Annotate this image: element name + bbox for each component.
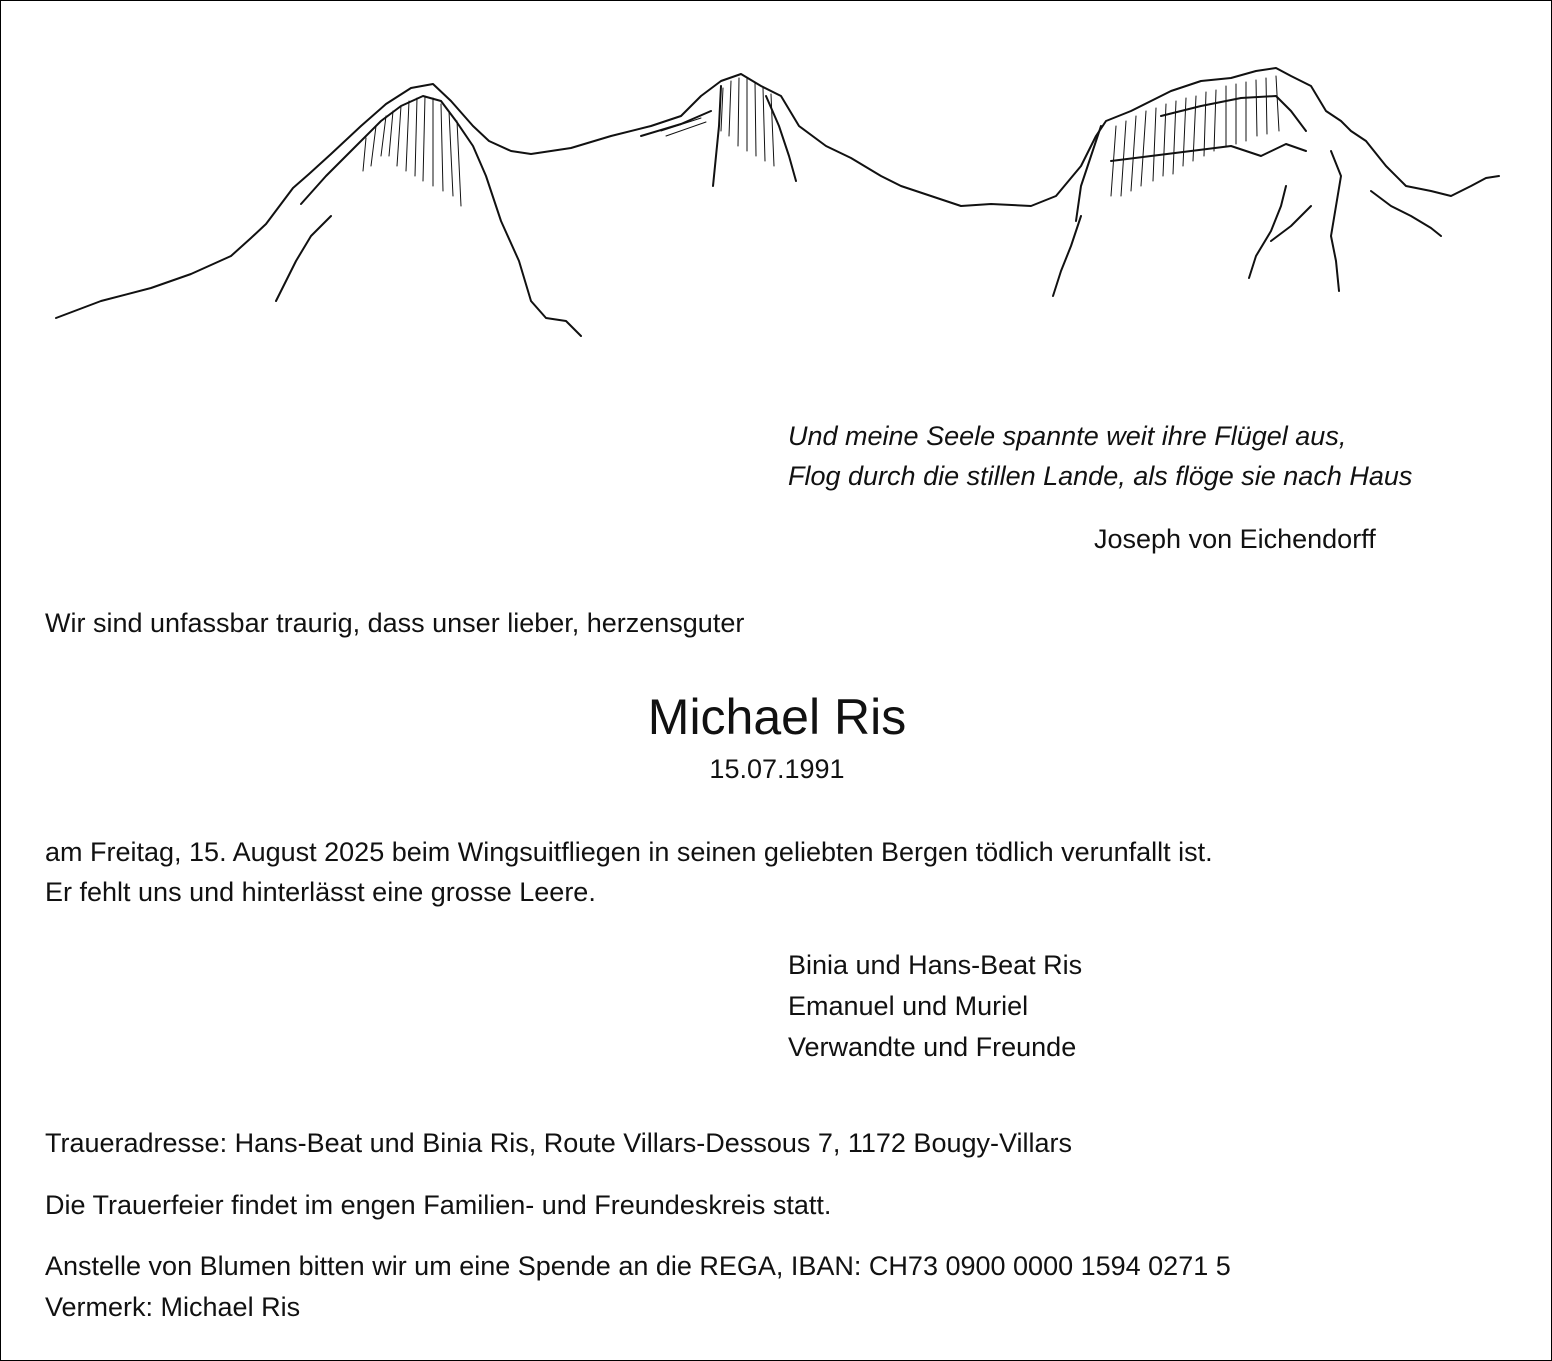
donation-info: Anstelle von Blumen bitten wir um eine Spende an die REGA, IBAN: CH73 0900 0000 1594 0271 5 xyxy=(45,1251,1231,1281)
body-line-1: am Freitag, 15. August 2025 beim Wingsuitfliegen in seinen geliebten Bergen tödlich verunfallt ist. xyxy=(45,837,1213,867)
quote-line-1: Und meine Seele spannte weit ihre Flügel aus, xyxy=(788,421,1347,451)
mourner-3: Verwandte und Freunde xyxy=(788,1032,1077,1062)
intro-text: Wir sind unfassbar traurig, dass unser lieber, herzensguter xyxy=(45,608,745,638)
donation-note: Vermerk: Michael Ris xyxy=(45,1292,301,1322)
body-line-2: Er fehlt uns und hinterlässt eine grosse Leere. xyxy=(45,877,596,907)
quote-line-2: Flog durch die stillen Lande, als flöge sie nach Haus xyxy=(788,461,1413,491)
mourning-address: Traueradresse: Hans-Beat und Binia Ris, Route Villars-Dessous 7, 1172 Bougy-Villars xyxy=(45,1128,1073,1158)
deceased-name: Michael Ris xyxy=(647,689,907,745)
quote-author: Joseph von Eichendorff xyxy=(1094,524,1376,554)
mourner-2: Emanuel und Muriel xyxy=(788,991,1029,1021)
mountain-sketch-illustration xyxy=(41,56,1511,356)
birth-date: 15.07.1991 xyxy=(709,754,845,784)
ceremony-info: Die Trauerfeier findet im engen Familien- und Freundeskreis statt. xyxy=(45,1190,832,1220)
mourner-1: Binia und Hans-Beat Ris xyxy=(788,950,1083,980)
